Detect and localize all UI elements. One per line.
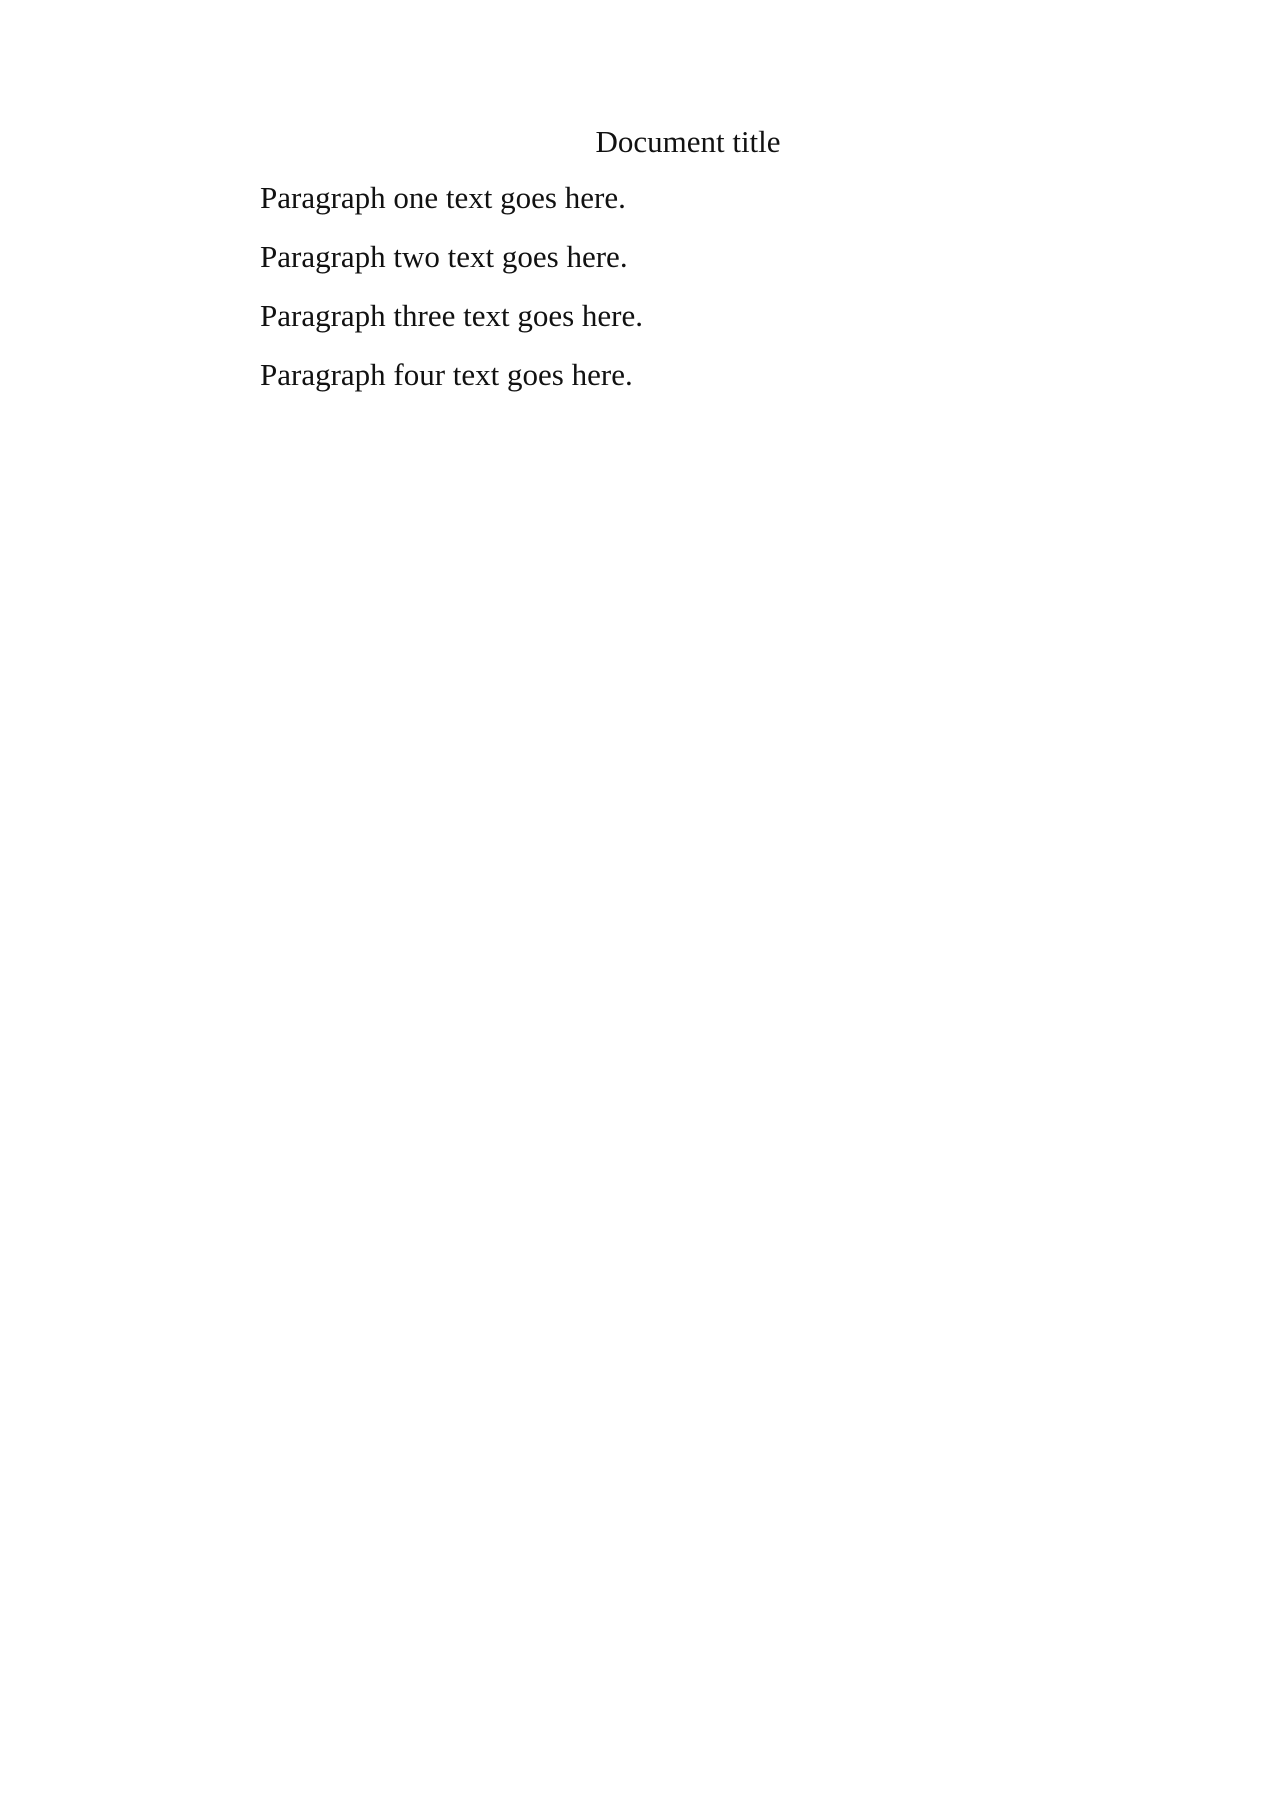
- document-page: [184, 120, 1192, 412]
- paragraph-4: Paragraph four text goes here.: [260, 357, 633, 392]
- document-title: Document title: [595, 124, 781, 159]
- paragraph-2: Paragraph two text goes here.: [260, 239, 628, 274]
- paragraph-1: Paragraph one text goes here.: [260, 180, 626, 215]
- paragraph-3: Paragraph three text goes here.: [260, 298, 644, 333]
